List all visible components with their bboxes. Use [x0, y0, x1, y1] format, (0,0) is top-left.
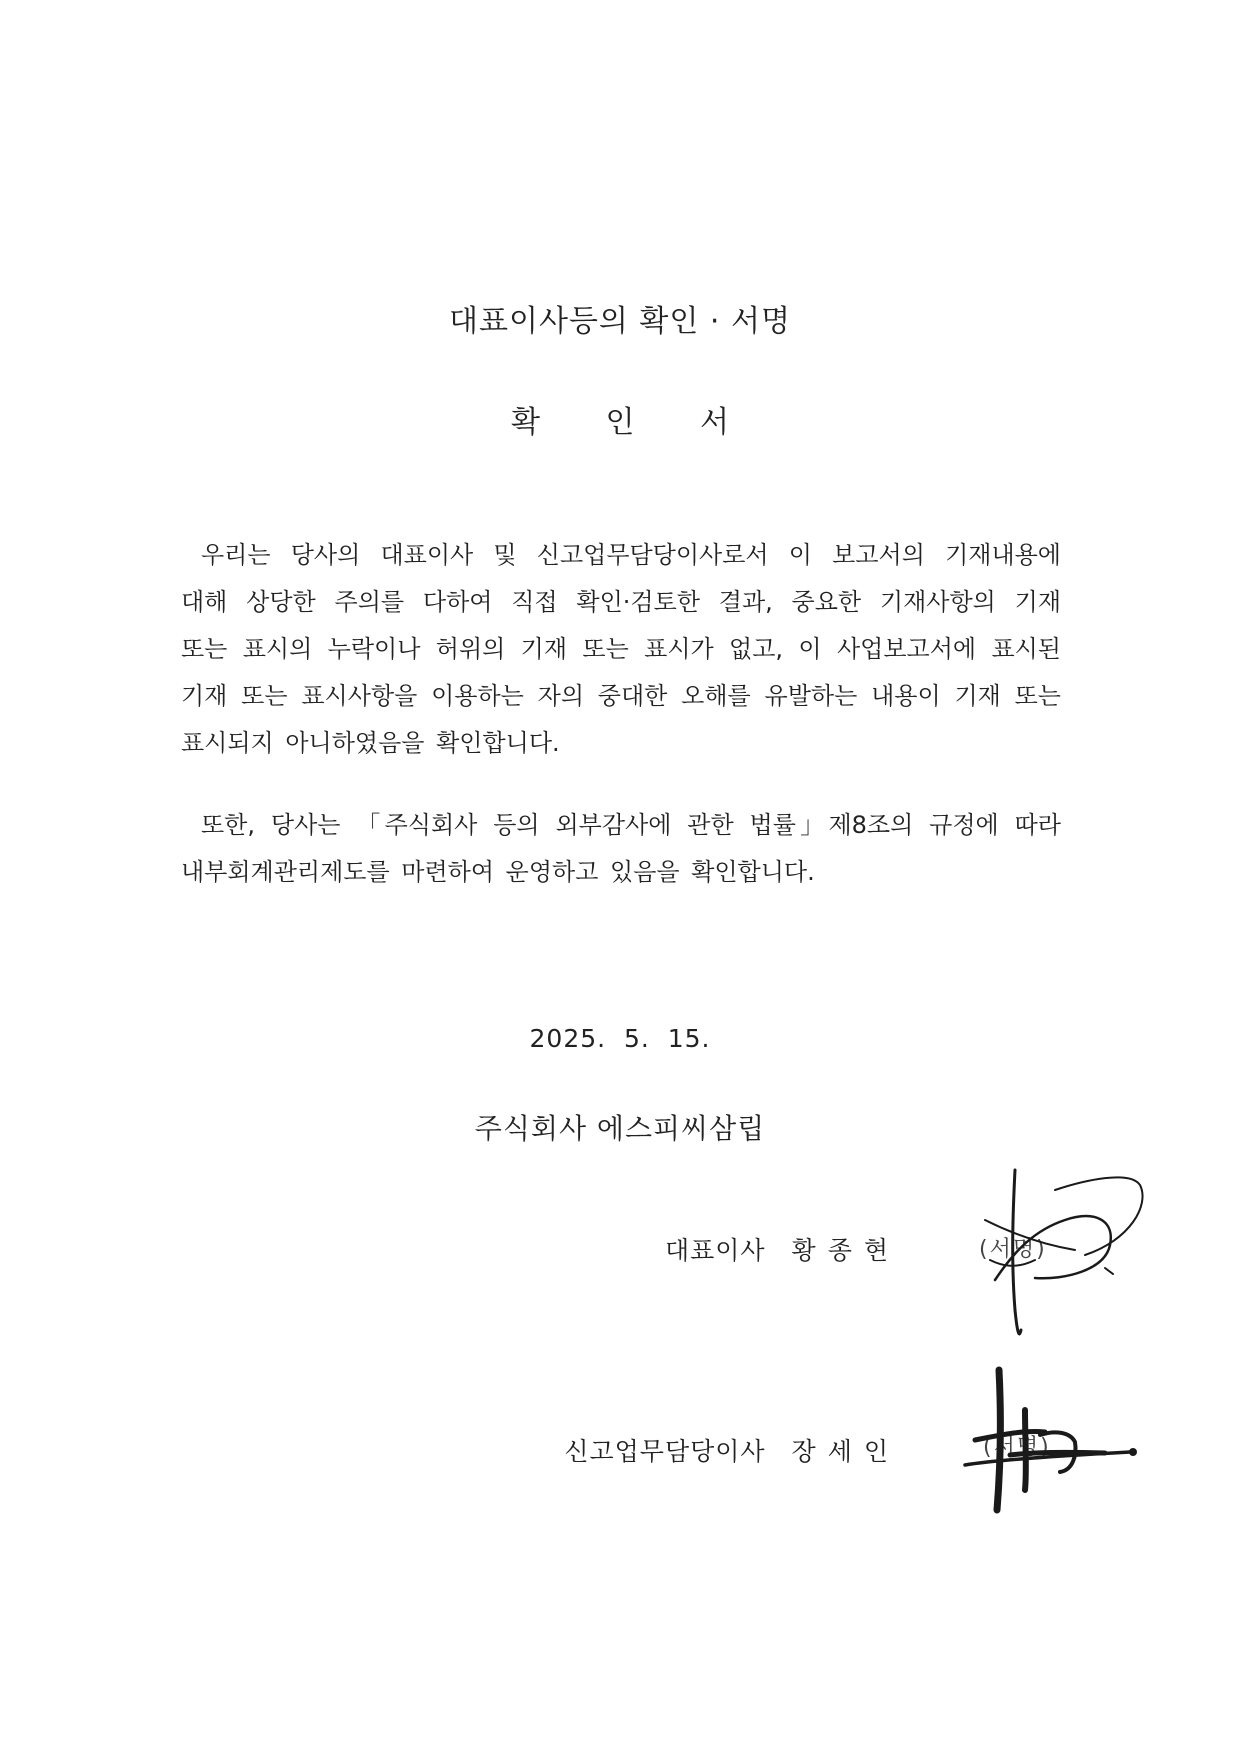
signer-ceo — [665, 1231, 900, 1267]
paragraph-line: 또는 표시의 누락이나 허위의 기재 또는 표시가 없고, 이 사업보고서에 표시된 — [181, 635, 1061, 663]
signer-disclosure-director — [564, 1432, 900, 1468]
company-name: 주식회사 에스피씨삼립 — [474, 1112, 766, 1145]
paragraph-line: 내부회계관리제도를 마련하여 운영하고 있음을 확인합니다. — [181, 858, 815, 886]
signer-name: 황종현 — [791, 1236, 900, 1265]
signature-block-ceo — [955, 1160, 1175, 1360]
signer-name: 장세인 — [791, 1437, 900, 1466]
signature-block-director — [955, 1360, 1175, 1560]
paragraph-line: 기재 또는 표시사항을 이용하는 자의 중대한 오해를 유발하는 내용이 기재 또는 — [181, 682, 1061, 710]
signer-role: 대표이사 — [664, 1236, 766, 1265]
paragraph-line: 또한, 당사는 「주식회사 등의 외부감사에 관한 법률」제8조의 규정에 따라 — [201, 811, 1061, 839]
signature-label: (서명) — [979, 1237, 1047, 1262]
paragraph-line: 우리는 당사의 대표이사 및 신고업무담당이사로서 이 보고서의 기재내용에 — [201, 541, 1061, 569]
internal-control-paragraph — [181, 802, 1061, 896]
paragraph-line: 표시되지 아니하였음을 확인합니다. — [181, 729, 560, 757]
handwritten-signature-ceo — [955, 1160, 1175, 1360]
document-title: 대표이사등의 확인 · 서명 — [449, 304, 791, 339]
paragraph-line: 대해 상당한 주의를 다하여 직접 확인·검토한 결과, 중요한 기재사항의 기재 — [181, 588, 1061, 616]
signer-role: 신고업무담당이사 — [564, 1437, 766, 1466]
signature-label: (서명) — [983, 1435, 1051, 1460]
document-subtitle: 확 인 서 — [510, 405, 757, 440]
document-date: 2025. 5. 15. — [529, 1024, 711, 1053]
handwritten-signature-director — [955, 1360, 1175, 1560]
confirmation-paragraph — [181, 532, 1061, 767]
